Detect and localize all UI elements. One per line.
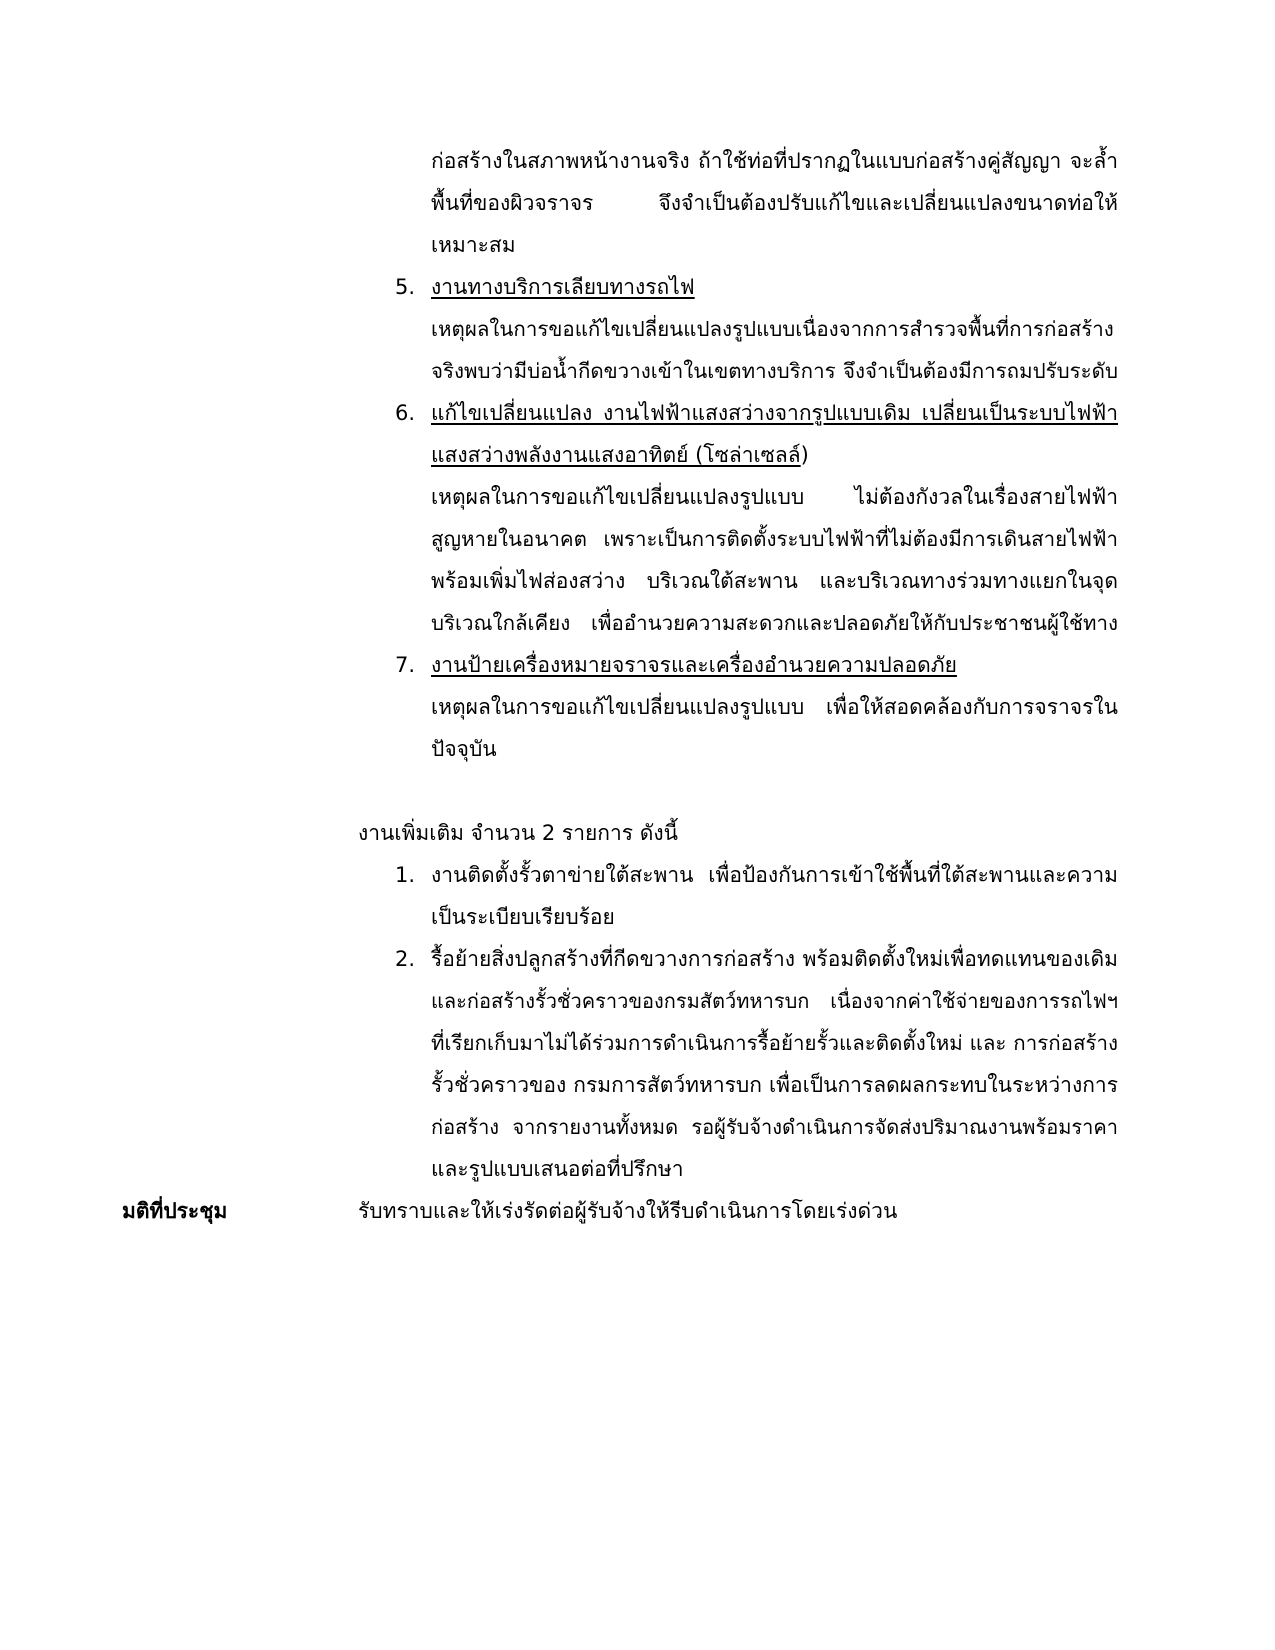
additional-item-number: 1. [395,863,416,887]
item-title: งานทางบริการเลียบทางรถไฟ [431,275,695,299]
item-reason-line: เหตุผลในการขอแก้ไขเปลี่ยนแปลงรูปแบบ ไม่ต้องกังวลในเรื่องสายไฟฟ้า [431,485,1118,509]
item-number: 7. [395,653,416,677]
additional-item-line: ก่อสร้าง จากรายงานทั้งหมด รอผู้รับจ้างดำเนินการจัดส่งปริมาณงานพร้อมราคา [431,1115,1118,1139]
item-title-line [431,440,809,472]
additional-item-line: เป็นระเบียบเรียบร้อย [431,905,615,929]
continuation-line: เหมาะสม [431,233,516,257]
item-reason-line: จริงพบว่ามีบ่อน้ำกีดขวางเข้าในเขตทางบริการ จึงจำเป็นต้องมีการถมปรับระดับ [431,359,1118,383]
item-title: แก้ไขเปลี่ยนแปลง งานไฟฟ้าแสงสว่างจากรูปแบบเดิม เปลี่ยนเป็นระบบไฟฟ้า [431,401,1118,425]
additional-item-line: และรูปแบบเสนอต่อที่ปรึกษา [431,1157,684,1181]
item-number: 5. [395,275,416,299]
item-reason-line: เหตุผลในการขอแก้ไขเปลี่ยนแปลงรูปแบบ เพื่อให้สอดคล้องกับการจราจรใน [431,695,1118,719]
item-reason-line: เหตุผลในการขอแก้ไขเปลี่ยนแปลงรูปแบบเนื่องจากการสำรวจพื้นที่การก่อสร้าง [431,317,1114,341]
item-reason-line: พร้อมเพิ่มไฟส่องสว่าง บริเวณใต้สะพาน และบริเวณทางร่วมทางแยกในจุด [431,569,1118,593]
item-title: งานป้ายเครื่องหมายจราจรและเครื่องอำนวยความปลอดภัย [431,653,957,677]
item-title-text: แสงสว่างพลังงานแสงอาทิตย์ (โซล่าเซลล์ [431,443,801,467]
item-number: 6. [395,401,416,425]
additional-item-line: ที่เรียกเก็บมาไม่ได้ร่วมการดำเนินการรื้อย้ายรั้วและติดตั้งใหม่ และ การก่อสร้าง [431,1031,1118,1055]
item-title-tail: ) [800,443,809,467]
resolution-label: มติที่ประชุม [122,1199,228,1223]
item-reason-line: บริเวณใกล้เคียง เพื่ออำนวยความสะดวกและปลอดภัยให้กับประชาชนผู้ใช้ทาง [431,611,1118,635]
additional-item-line: งานติดตั้งรั้วตาข่ายใต้สะพาน เพื่อป้องกันการเข้าใช้พื้นที่ใต้สะพานและความ [431,863,1118,887]
continuation-line: พื้นที่ของผิวจราจร จึงจำเป็นต้องปรับแก้ไขและเปลี่ยนแปลงขนาดท่อให้ [431,191,1118,215]
additional-work-heading: งานเพิ่มเติม จำนวน 2 รายการ ดังนี้ [358,821,678,845]
additional-item-line: และก่อสร้างรั้วชั่วคราวของกรมสัตว์ทหารบก เนื่องจากค่าใช้จ่ายของการรถไฟฯ [431,989,1118,1013]
continuation-line: ก่อสร้างในสภาพหน้างานจริง ถ้าใช้ท่อที่ปรากฏในแบบก่อสร้างคู่สัญญา จะล้ำ [431,149,1118,173]
item-reason-line: สูญหายในอนาคต เพราะเป็นการติดตั้งระบบไฟฟ้าที่ไม่ต้องมีการเดินสายไฟฟ้า [431,527,1118,551]
additional-item-number: 2. [395,947,416,971]
additional-item-line: รั้วชั่วคราวของ กรมการสัตว์ทหารบก เพื่อเป็นการลดผลกระทบในระหว่างการ [431,1073,1118,1097]
resolution-text: รับทราบและให้เร่งรัดต่อผู้รับจ้างให้รีบดำเนินการโดยเร่งด่วน [358,1199,898,1223]
item-reason-line: ปัจจุบัน [431,737,497,761]
additional-item-line: รื้อย้ายสิ่งปลูกสร้างที่กีดขวางการก่อสร้าง พร้อมติดตั้งใหม่เพื่อทดแทนของเดิม [431,947,1118,971]
